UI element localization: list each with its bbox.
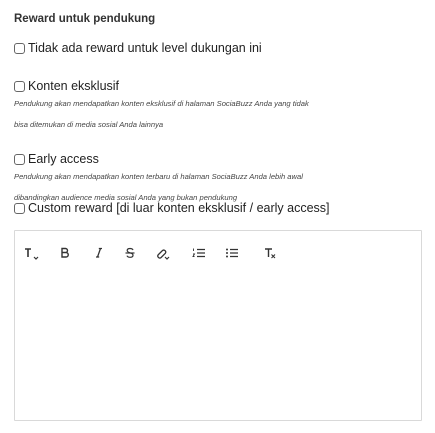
reward-option-custom[interactable] xyxy=(14,201,330,215)
checkbox-no-reward[interactable] xyxy=(14,43,25,54)
checkbox-custom-reward[interactable] xyxy=(14,203,25,214)
exclusive-desc-line-2: bisa ditemukan di media sosial Anda lainnya xyxy=(14,120,164,129)
option-label-exclusive-content: Konten eksklusif xyxy=(28,79,120,93)
option-label-custom-reward: Custom reward [di luar konten eksklusif / early access] xyxy=(28,201,330,215)
text-size-icon[interactable] xyxy=(23,245,41,261)
link-icon[interactable] xyxy=(154,245,172,261)
bullet-list-icon[interactable] xyxy=(225,245,239,261)
rich-text-editor xyxy=(14,230,422,421)
strikethrough-icon[interactable] xyxy=(124,245,136,261)
italic-icon[interactable] xyxy=(93,245,105,261)
early-access-desc-line-2: dibandingkan audience media sosial Anda yang bukan pendukung xyxy=(14,193,238,202)
editor-toolbar xyxy=(15,231,421,275)
early-access-desc-line-1: Pendukung akan mendapatkan konten terbaru di halaman SociaBuzz Anda lebih awal xyxy=(14,172,303,181)
ordered-list-icon[interactable] xyxy=(192,245,206,261)
option-label-no-reward: Tidak ada reward untuk level dukungan ini xyxy=(28,41,262,55)
exclusive-desc-line-1: Pendukung akan mendapatkan konten eksklusif di halaman SociaBuzz Anda yang tidak xyxy=(14,99,309,108)
reward-option-exclusive[interactable] xyxy=(14,79,119,93)
checkbox-early-access[interactable] xyxy=(14,154,25,165)
reward-option-none[interactable] xyxy=(14,41,262,55)
reward-option-early-access[interactable] xyxy=(14,152,99,166)
checkbox-exclusive-content[interactable] xyxy=(14,81,25,92)
option-label-early-access: Early access xyxy=(28,152,99,166)
reward-section-heading: Reward untuk pendukung xyxy=(14,13,156,25)
clear-format-icon[interactable] xyxy=(263,245,277,261)
bold-icon[interactable] xyxy=(59,245,71,261)
exclusive-content-description xyxy=(14,93,426,135)
editor-content-area[interactable] xyxy=(15,275,421,420)
